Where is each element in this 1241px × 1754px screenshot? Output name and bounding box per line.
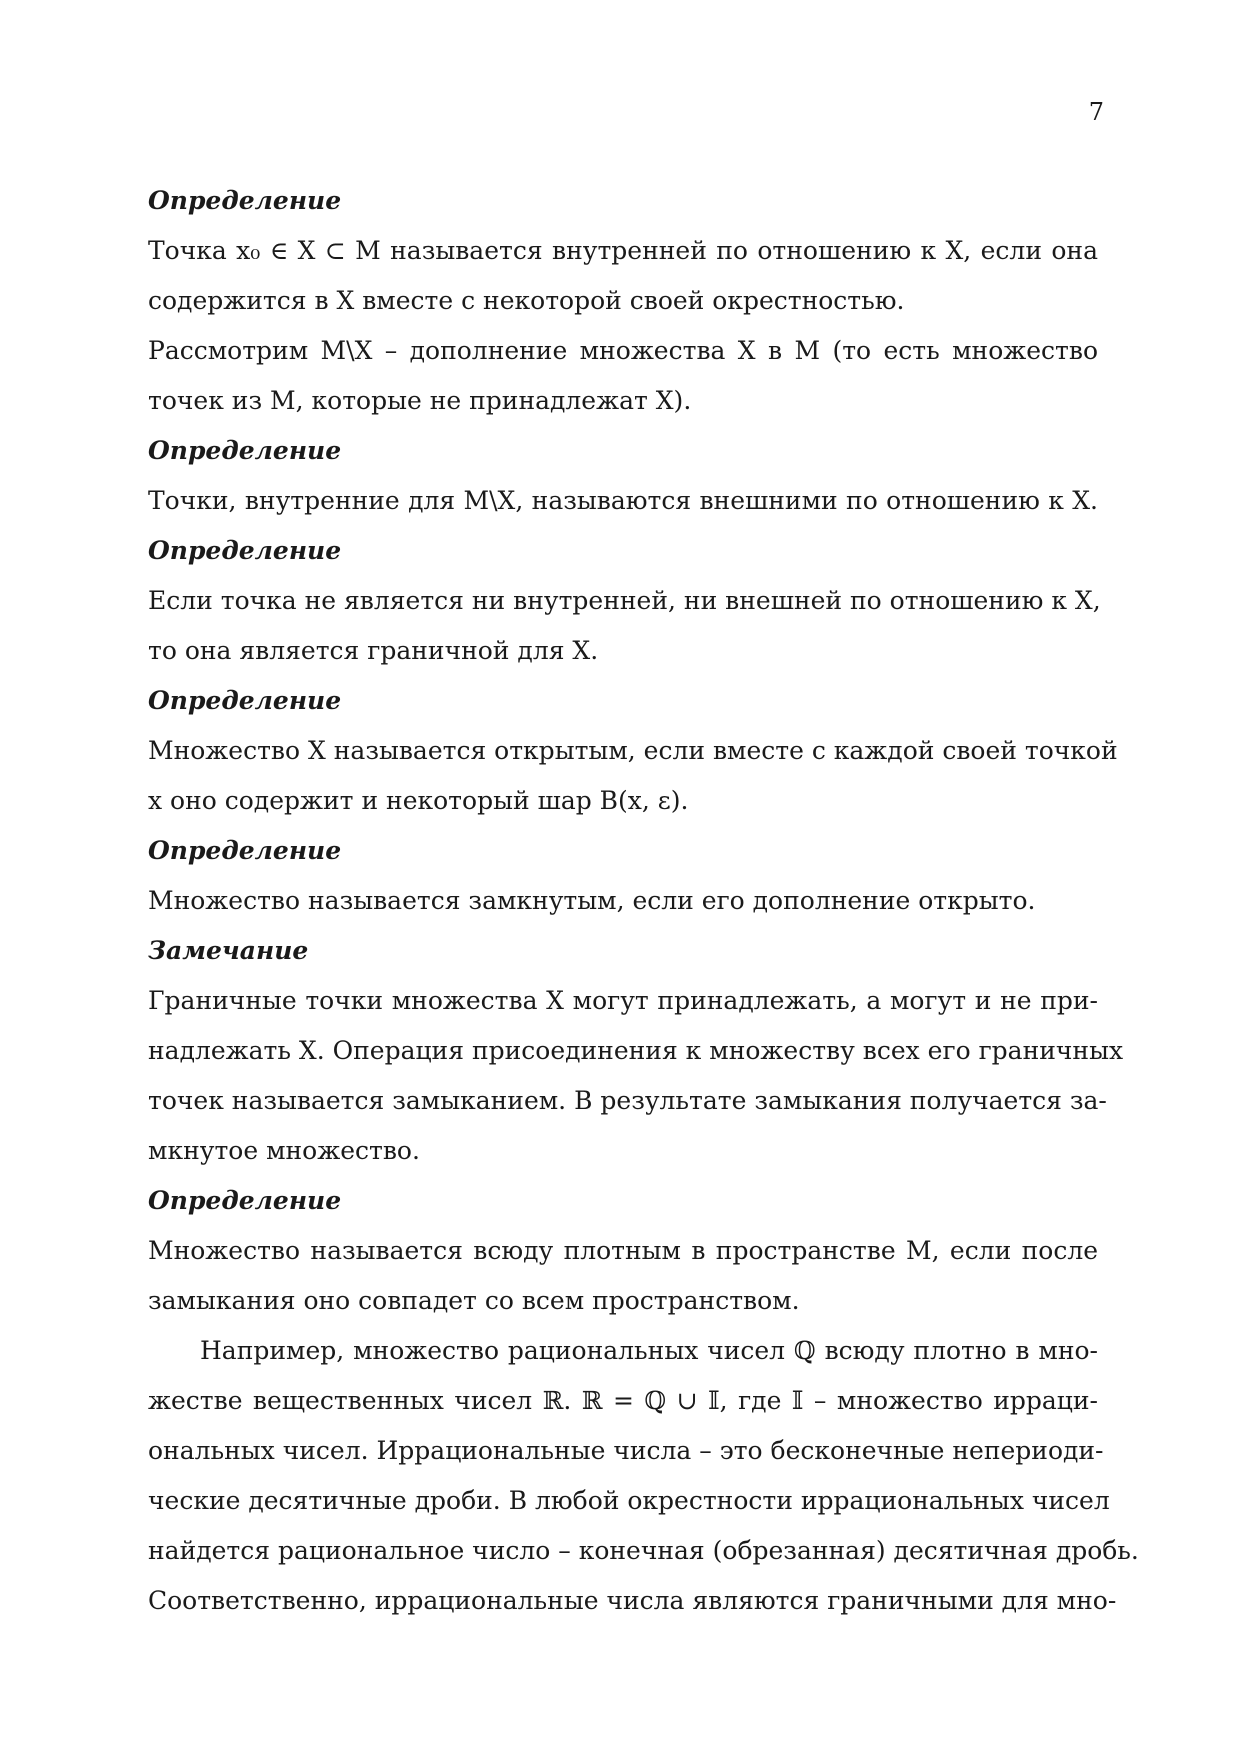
definition-heading: Определение <box>148 186 342 215</box>
text-line: Множество называется всюду плотным в пространстве M, если после <box>148 1236 1098 1265</box>
definition-heading: Определение <box>148 686 342 715</box>
text-line: содержится в X вместе с некоторой своей окрестностью. <box>148 286 905 315</box>
text-line: надлежать X. Операция присоединения к множеству всех его граничных <box>148 1036 1124 1065</box>
remark-heading: Замечание <box>148 936 309 965</box>
page-number: 7 <box>1088 98 1104 126</box>
example-paragraph-line: жестве вещественных чисел ℝ. ℝ = ℚ ∪ 𝕀, где 𝕀 – множество ирраци- <box>148 1386 1098 1415</box>
definition-heading: Определение <box>148 836 342 865</box>
example-paragraph-line: ональных чисел. Иррациональные числа – это бесконечные непериоди- <box>148 1436 1104 1465</box>
text-line: Рассмотрим M\X – дополнение множества X в M (то есть множество <box>148 336 1098 365</box>
text-line: Точки, внутренние для M\X, называются внешними по отношению к X. <box>148 486 1098 515</box>
example-paragraph-line: Соответственно, иррациональные числа являются граничными для мно- <box>148 1586 1117 1615</box>
text-line: Множество называется замкнутым, если его дополнение открыто. <box>148 886 1036 915</box>
example-paragraph-line: Например, множество рациональных чисел ℚ всюду плотно в мно- <box>200 1336 1098 1365</box>
definition-heading: Определение <box>148 1186 342 1215</box>
text-line: точек называется замыканием. В результате замыкания получается за- <box>148 1086 1107 1115</box>
text-line: Граничные точки множества X могут принадлежать, а могут и не при- <box>148 986 1098 1015</box>
text-line: Множество X называется открытым, если вместе с каждой своей точкой <box>148 736 1118 765</box>
example-paragraph-line: найдется рациональное число – конечная (обрезанная) десятичная дробь. <box>148 1536 1139 1565</box>
text-line: мкнутое множество. <box>148 1136 420 1165</box>
definition-heading: Определение <box>148 436 342 465</box>
text-line: точек из M, которые не принадлежат X). <box>148 386 692 415</box>
text-line: замыкания оно совпадет со всем пространством. <box>148 1286 800 1315</box>
text-line: то она является граничной для X. <box>148 636 599 665</box>
example-paragraph-line: ческие десятичные дроби. В любой окрестности иррациональных чисел <box>148 1486 1110 1515</box>
text-line: Точка x₀ ∈ X ⊂ M называется внутренней по отношению к X, если она <box>148 236 1098 265</box>
text-line: x оно содержит и некоторый шар B(x, ε). <box>148 786 689 815</box>
text-line: Если точка не является ни внутренней, ни внешней по отношению к X, <box>148 586 1101 615</box>
page-body <box>148 176 1139 1626</box>
definition-heading: Определение <box>148 536 342 565</box>
